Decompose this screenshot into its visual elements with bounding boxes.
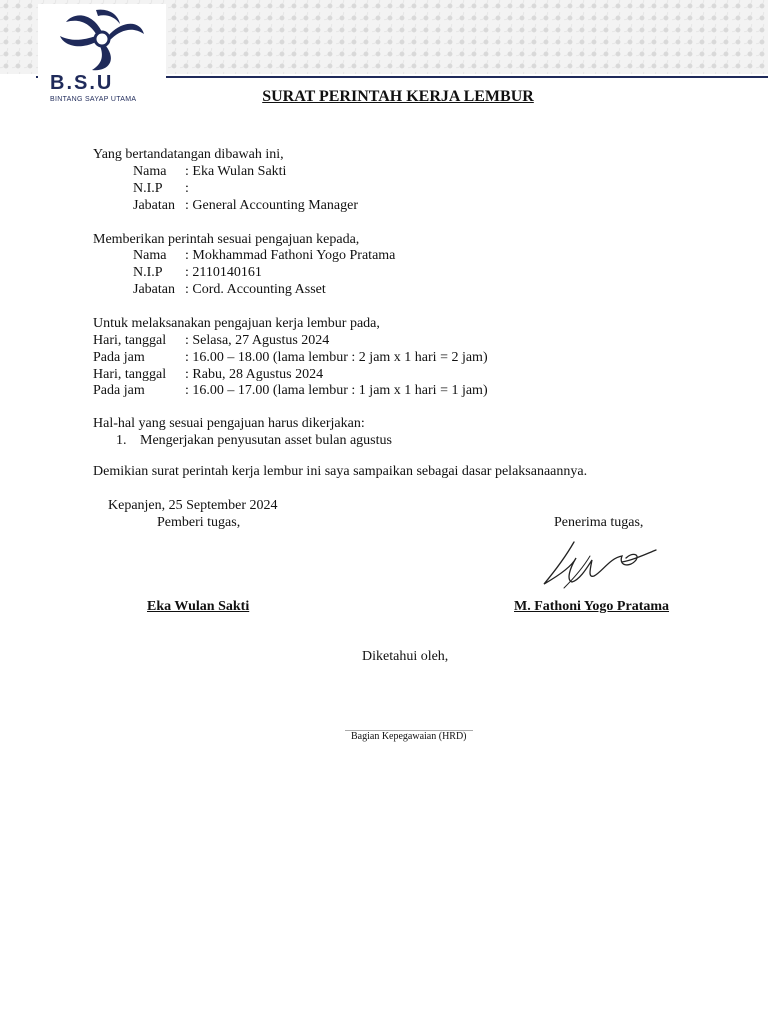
- task-text: Mengerjakan penyusutan asset bulan agustus: [140, 433, 392, 448]
- field-value: : Eka Wulan Sakti: [185, 164, 287, 179]
- company-logo-subtitle: BINTANG SAYAP UTAMA: [50, 96, 137, 103]
- field-value: : Cord. Accounting Asset: [185, 282, 326, 297]
- field-value: : General Accounting Manager: [185, 198, 358, 213]
- giver-name: Eka Wulan Sakti: [147, 599, 250, 614]
- acknowledged-label: Diketahui oleh,: [362, 649, 449, 664]
- schedule-row: [93, 349, 488, 366]
- company-logo-name: B.S.U: [50, 72, 114, 94]
- field-label: Jabatan: [133, 282, 175, 297]
- issuer-name-row: [133, 163, 286, 180]
- schedule-row: [93, 382, 488, 399]
- task-number: 1.: [116, 433, 127, 448]
- place-date: Kepanjen, 25 September 2024: [108, 498, 278, 513]
- field-value: :: [185, 181, 189, 196]
- field-label: N.I.P: [133, 265, 163, 280]
- hrd-label: Bagian Kepegawaian (HRD): [351, 731, 467, 742]
- field-label: Nama: [133, 248, 167, 263]
- issuer-intro: Yang bertandatangan dibawah ini,: [93, 147, 284, 162]
- company-logo-icon: [56, 6, 148, 72]
- receiver-label: Penerima tugas,: [554, 515, 644, 530]
- issuer-nip-row: [133, 180, 189, 197]
- field-value: : 2110140161: [185, 265, 262, 280]
- schedule-label: Pada jam: [93, 383, 145, 398]
- schedule-row: [93, 366, 323, 383]
- task-list-item: [116, 432, 392, 449]
- recipient-position-row: [133, 281, 326, 298]
- tasks-intro: Hal-hal yang sesuai pengajuan harus dikerjakan:: [93, 416, 365, 431]
- schedule-value: : 16.00 – 17.00 (lama lembur : 1 jam x 1 hari = 1 jam): [185, 383, 488, 398]
- schedule-label: Hari, tanggal: [93, 367, 167, 382]
- schedule-label: Hari, tanggal: [93, 333, 167, 348]
- schedule-intro: Untuk melaksanakan pengajuan kerja lembur pada,: [93, 316, 380, 331]
- schedule-label: Pada jam: [93, 350, 145, 365]
- field-value: : Mokhammad Fathoni Yogo Pratama: [185, 248, 396, 263]
- closing-statement: Demikian surat perintah kerja lembur ini saya sampaikan sebagai dasar pelaksanaannya.: [93, 464, 588, 479]
- field-label: N.I.P: [133, 181, 163, 196]
- issuer-position-row: [133, 197, 358, 214]
- schedule-value: : Selasa, 27 Agustus 2024: [185, 333, 330, 348]
- schedule-value: : 16.00 – 18.00 (lama lembur : 2 jam x 1 hari = 2 jam): [185, 350, 488, 365]
- recipient-nip-row: [133, 264, 262, 281]
- receiver-signature: [536, 536, 664, 596]
- field-label: Jabatan: [133, 198, 175, 213]
- schedule-value: : Rabu, 28 Agustus 2024: [185, 367, 324, 382]
- field-label: Nama: [133, 164, 167, 179]
- document-title: SURAT PERINTAH KERJA LEMBUR: [262, 88, 534, 105]
- recipient-intro: Memberikan perintah sesuai pengajuan kepada,: [93, 232, 360, 247]
- recipient-name-row: [133, 247, 395, 264]
- receiver-name: M. Fathoni Yogo Pratama: [514, 599, 670, 614]
- schedule-row: [93, 332, 329, 349]
- giver-label: Pemberi tugas,: [157, 515, 241, 530]
